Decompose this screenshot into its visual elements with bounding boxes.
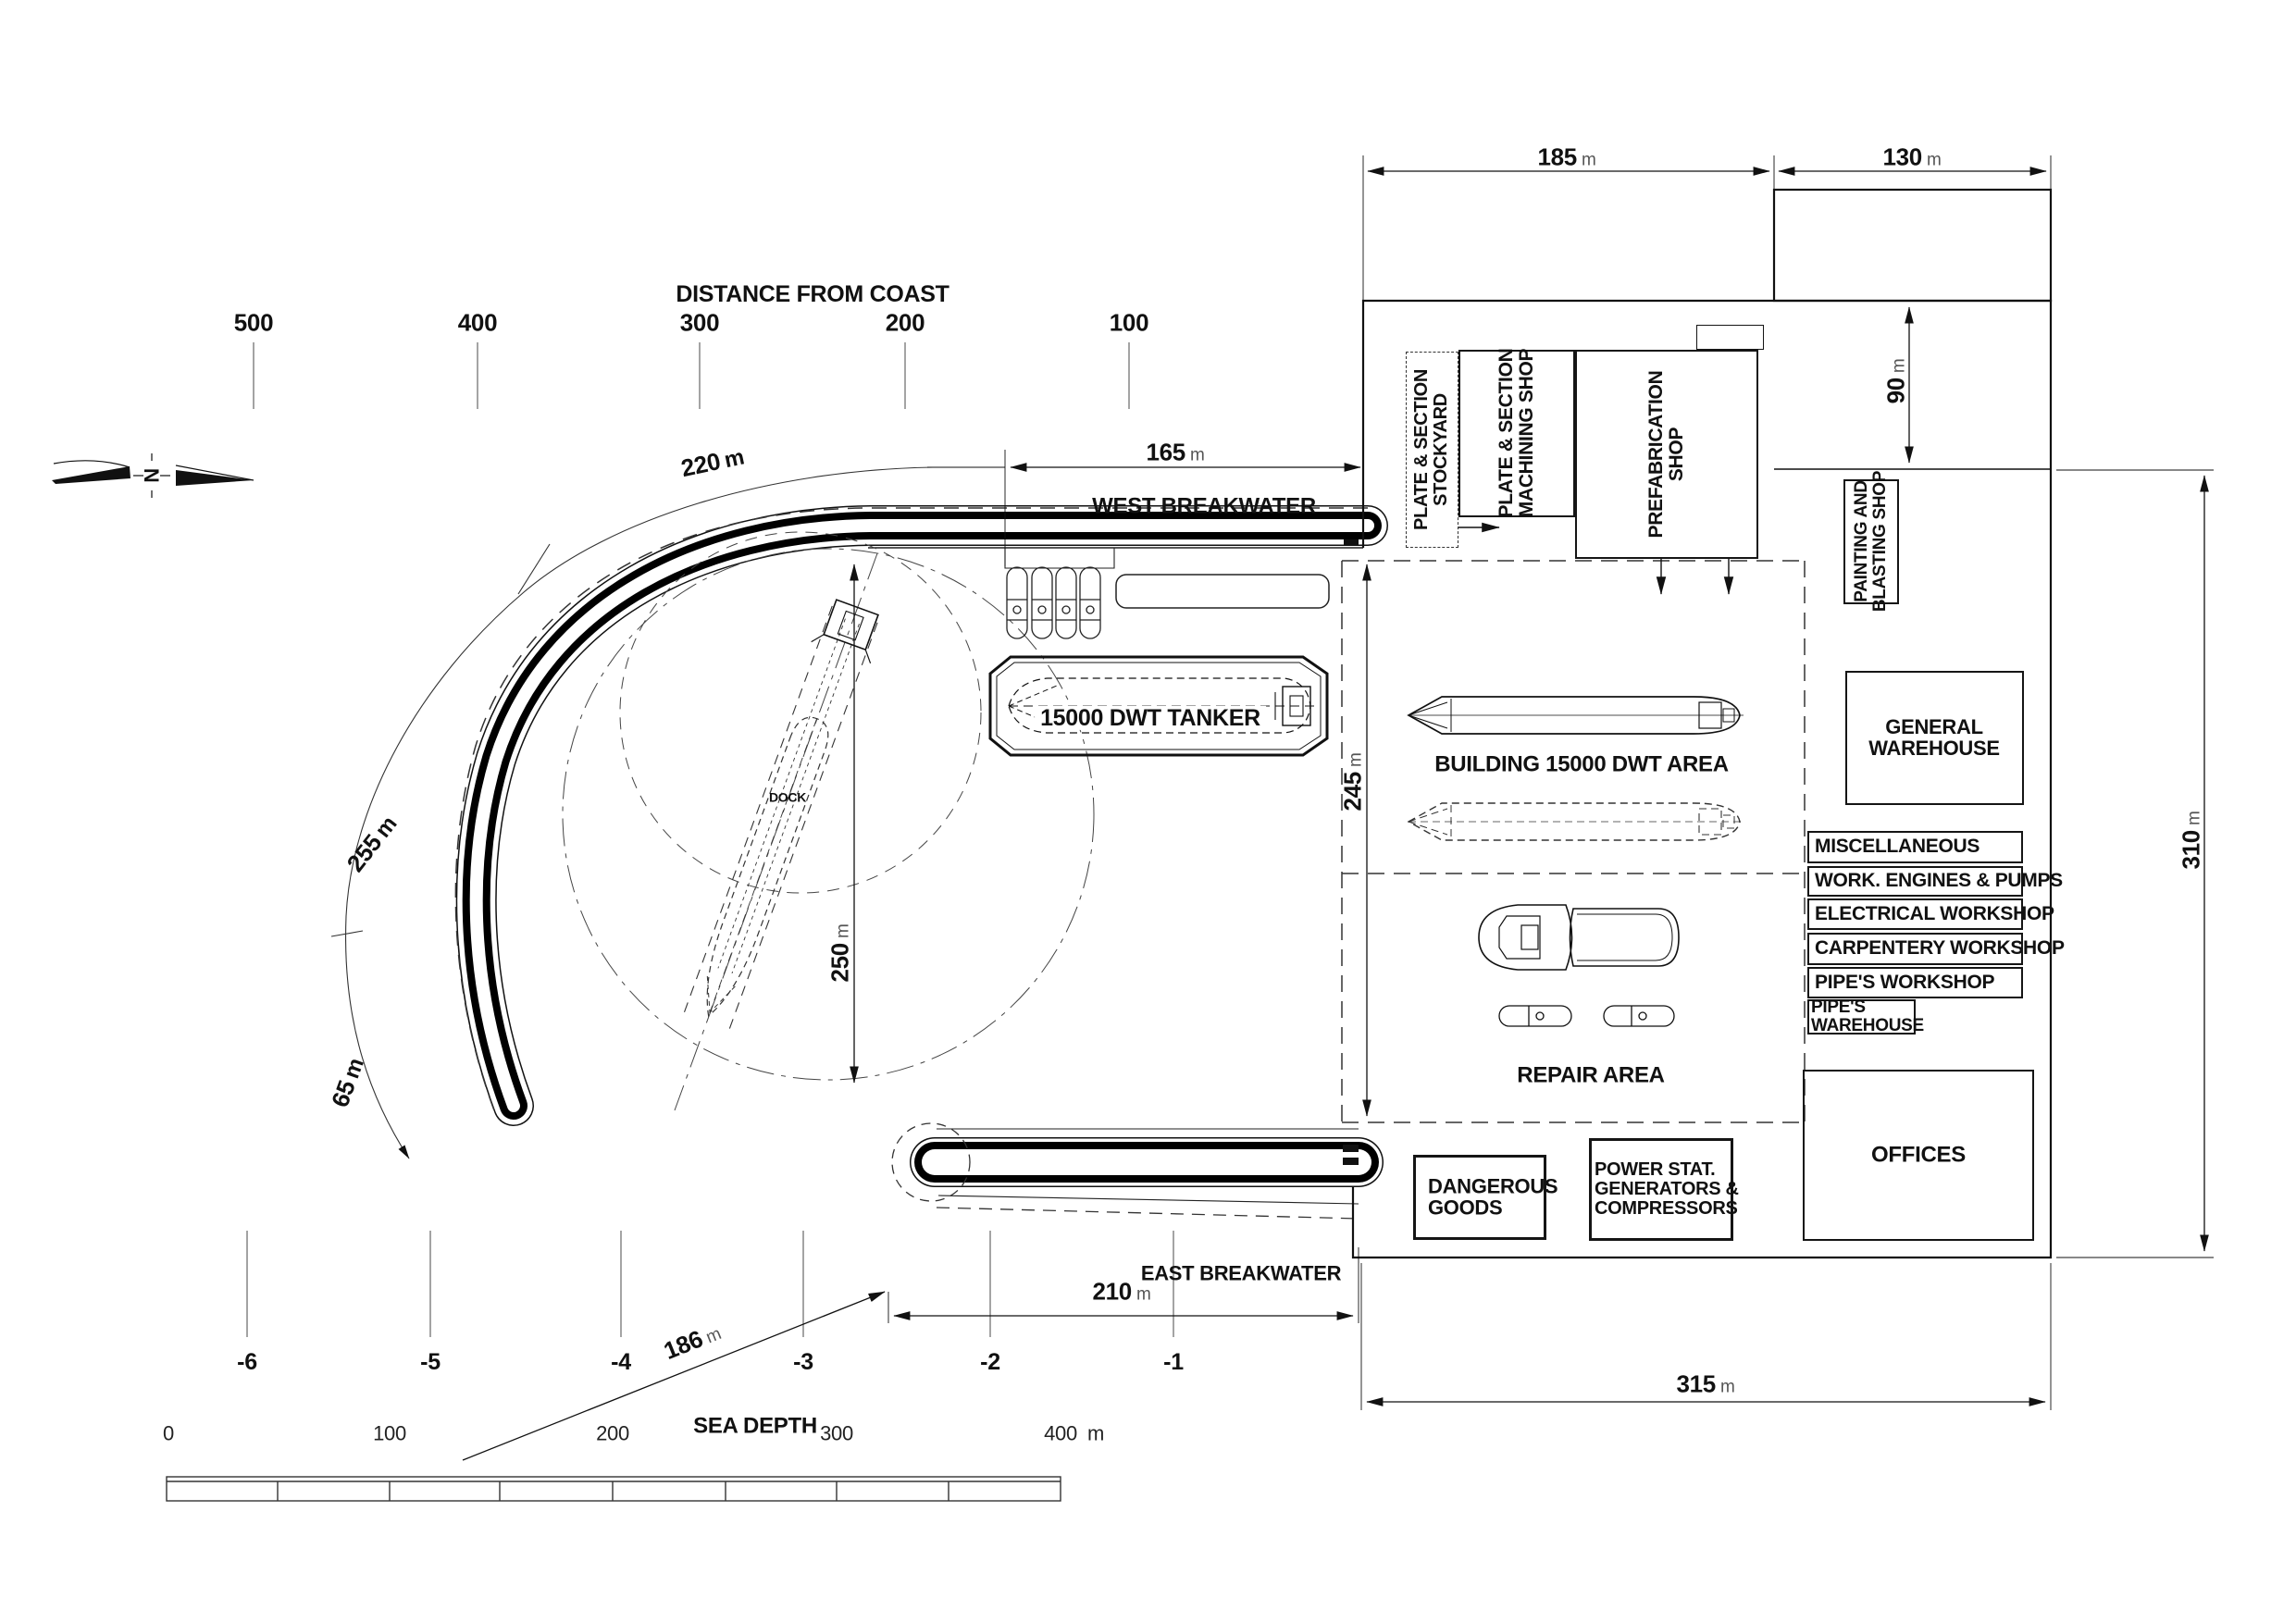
prefabrication-shop-label: PREFABRICATION SHOP	[1644, 370, 1687, 539]
dock-label: DOCK	[768, 789, 807, 805]
machining-shop-label: PLATE & SECTION MACHINING SHOP	[1495, 348, 1537, 518]
dim-255-label: 255m	[341, 812, 403, 877]
coast-tick-500: 500	[233, 308, 274, 337]
coast-tick-400: 400	[457, 308, 498, 337]
repair-area-label: REPAIR AREA	[1517, 1062, 1665, 1088]
yard-north-block	[1774, 190, 2051, 301]
arc-tick-65	[331, 931, 363, 936]
dim-130-label: 130 m	[1882, 142, 1942, 171]
coast-tick-200: 200	[885, 308, 925, 337]
tanker-label: 15000 DWT TANKER	[1035, 706, 1266, 730]
coast-tick-300: 300	[679, 308, 720, 337]
east-breakwater-label: EAST BREAKWATER	[1140, 1261, 1342, 1285]
ship-building-dashed	[1409, 803, 1744, 840]
dim-90-label: 90m	[1881, 358, 1910, 404]
north-label: N	[140, 468, 164, 483]
dim-65-label: 65m	[325, 1055, 369, 1111]
depth-tick-6: -6	[237, 1348, 257, 1375]
electrical-workshop-label: ELECTRICAL WORKSHOP	[1815, 902, 2054, 924]
depth-tick-1: -1	[1163, 1348, 1184, 1375]
pipes-workshop-label: PIPE'S WORKSHOP	[1815, 971, 1995, 993]
scalebar-400: 400	[1044, 1421, 1077, 1445]
east-breakwater-bottom-dashed	[937, 1208, 1359, 1219]
dangerous-goods-label: DANGEROUS GOODS	[1428, 1174, 1558, 1220]
engines-pumps-label: WORK. ENGINES & PUMPS	[1815, 869, 2063, 891]
scalebar-unit: m	[1086, 1421, 1105, 1445]
turning-basin-circle	[563, 549, 1094, 1080]
dim-186-label: 186m	[659, 1324, 725, 1366]
general-warehouse-label: GENERAL WAREHOUSE	[1868, 714, 2000, 760]
depth-tick-2: -2	[980, 1348, 1000, 1375]
coast-ruler-ticks	[254, 342, 1129, 409]
dim-315-label: 315 m	[1676, 1369, 1735, 1398]
scalebar-0: 0	[163, 1421, 174, 1445]
quay-bollards	[1343, 539, 1359, 1165]
sea-depth-title: SEA DEPTH	[693, 1413, 817, 1439]
pipes-warehouse-label: PIPE'S WAREHOUSE	[1811, 997, 1924, 1035]
dim-185-label: 185 m	[1537, 142, 1596, 171]
dim-245-label: 245m	[1338, 752, 1367, 812]
dim-165-label: 165 m	[1146, 438, 1205, 466]
depth-tick-3: -3	[793, 1348, 813, 1375]
scale-bar	[167, 1477, 1061, 1501]
repair-vessels	[1479, 905, 1679, 1026]
east-breakwater-bottom-line	[938, 1196, 1359, 1204]
jetty	[1116, 575, 1329, 608]
arc-tick-220	[518, 544, 550, 594]
west-breakwater	[477, 526, 1368, 1106]
ship-building-solid	[1409, 697, 1744, 734]
west-breakwater-label: WEST BREAKWATER	[1092, 493, 1316, 519]
depth-tick-5: -5	[420, 1348, 441, 1375]
scalebar-300: 300	[820, 1421, 853, 1445]
miscellaneous-label: MISCELLANEOUS	[1815, 835, 1980, 857]
coast-ruler-title: DISTANCE FROM COAST	[676, 280, 949, 307]
dim-220-label: 220m	[678, 444, 747, 483]
dock-slipway	[675, 597, 887, 1038]
moored-boats	[1007, 567, 1100, 638]
stockyard-label: PLATE & SECTION STOCKYARD	[1411, 368, 1451, 531]
coast-tick-100: 100	[1109, 308, 1149, 337]
prefabrication-annex-box	[1696, 325, 1764, 350]
depth-tick-4: -4	[611, 1348, 631, 1375]
work-area-boundary	[1338, 561, 1805, 1122]
power-station-label: POWER STAT. GENERATORS & COMPRESSORS	[1595, 1159, 1739, 1220]
building-area-label: BUILDING 15000 DWT AREA	[1434, 751, 1729, 777]
carpentery-workshop-label: CARPENTERY WORKSHOP	[1815, 936, 2065, 959]
painting-shop-label: PAINTING AND BLASTING SHOP	[1852, 470, 1890, 613]
quay-notch	[1005, 548, 1114, 568]
dim-210-label: 210 m	[1092, 1277, 1151, 1306]
dim-250-label: 250m	[825, 923, 854, 983]
scalebar-100: 100	[373, 1421, 406, 1445]
offices-label: OFFICES	[1871, 1142, 1966, 1168]
dim-310-label: 310m	[2177, 811, 2205, 870]
scalebar-200: 200	[596, 1421, 629, 1445]
